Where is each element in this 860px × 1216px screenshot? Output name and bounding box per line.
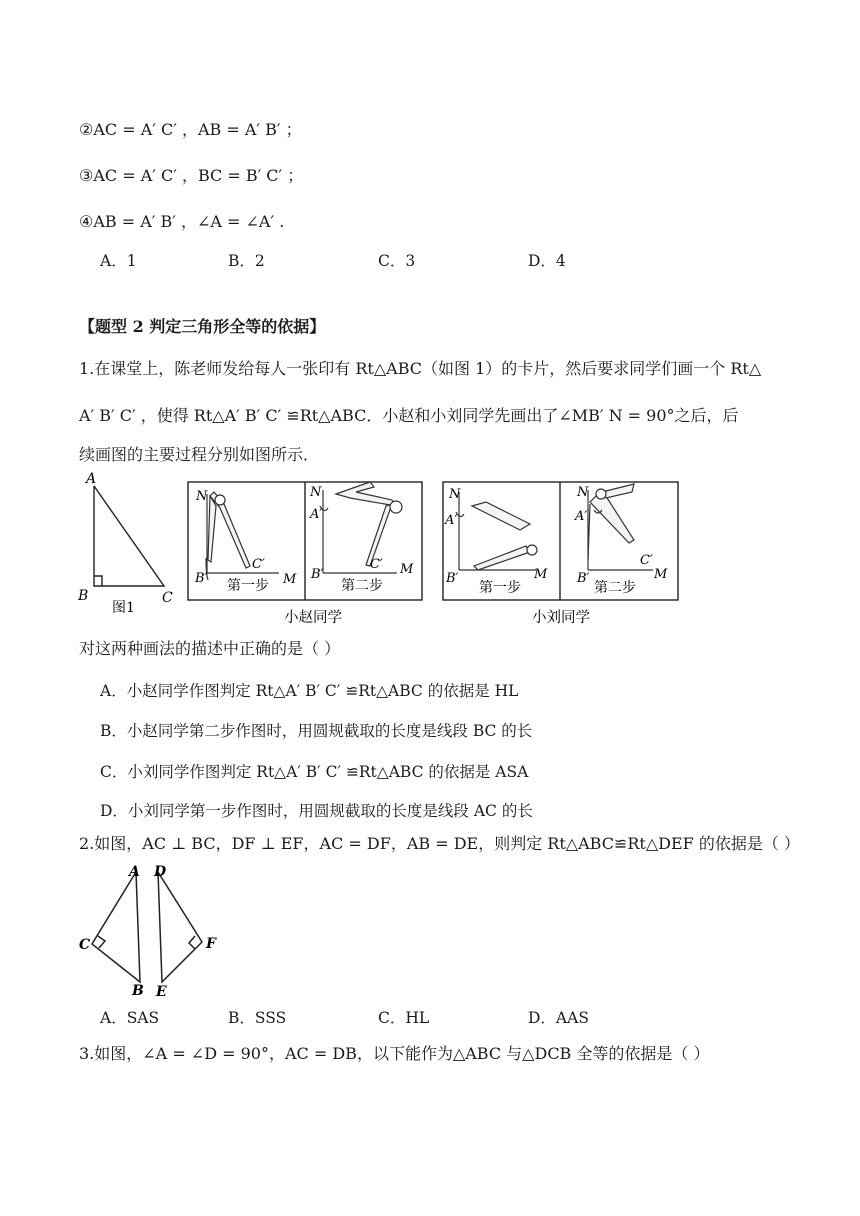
liu2-label-m: M bbox=[654, 567, 668, 582]
liu-step2-caption: 第二步 bbox=[594, 580, 636, 596]
fig1-caption: 图1 bbox=[112, 600, 135, 616]
fig1-label-b: B bbox=[78, 588, 89, 604]
q0-option-a: A．1 bbox=[100, 252, 137, 270]
zhao-step2-caption: 第二步 bbox=[341, 578, 383, 594]
zhao1-label-bp: B′ bbox=[195, 571, 208, 586]
q2-figure bbox=[74, 860, 224, 1000]
q2-label-d: D bbox=[154, 864, 167, 880]
liu-caption: 小刘同学 bbox=[532, 610, 590, 626]
liu1-label-n: N bbox=[449, 487, 461, 502]
q2-option-a: A．SAS bbox=[100, 1009, 160, 1027]
fig1-label-c: C bbox=[162, 590, 173, 606]
liu1-label-bp: B′ bbox=[446, 571, 459, 586]
triangle-def bbox=[158, 872, 202, 982]
triangle-abc bbox=[92, 872, 140, 982]
q2-line-1: 2.如图，AC ⊥ BC，DF ⊥ EF，AC = DF，AB = DE，则判定 Rt△ABC≌Rt△DEF 的依据是（ ） bbox=[79, 834, 800, 853]
liu1-label-m: M bbox=[534, 567, 548, 582]
condition-3: ③AC = A′ C′ ，BC = B′ C′ ； bbox=[79, 166, 304, 185]
liu2-label-bp: B′ bbox=[577, 571, 590, 586]
zhao-step1-caption: 第一步 bbox=[227, 578, 269, 594]
zhao-caption: 小赵同学 bbox=[284, 610, 342, 626]
q1-figure bbox=[74, 470, 694, 630]
liu2-label-n: N bbox=[577, 485, 589, 500]
section-heading: 【题型 2 判定三角形全等的依据】 bbox=[79, 317, 326, 336]
zhao-step1 bbox=[206, 492, 279, 580]
condition-4: ④AB = A′ B′ ，∠A = ∠A′ . bbox=[79, 212, 285, 231]
condition-2: ②AC = A′ C′ ，AB = A′ B′ ； bbox=[79, 120, 302, 139]
q0-option-c: C．3 bbox=[378, 252, 416, 270]
zhao1-label-cp: C′ bbox=[252, 557, 265, 572]
q1-line-1: 1.在课堂上，陈老师发给每人一张印有 Rt△ABC（如图 1）的卡片，然后要求同学们画一个 Rt△ bbox=[79, 359, 762, 378]
liu-step1-caption: 第一步 bbox=[479, 580, 521, 596]
zhao2-label-ap: A′ bbox=[310, 507, 323, 522]
q1-option-d: D．小刘同学第一步作图时，用圆规截取的长度是线段 AC 的长 bbox=[100, 802, 533, 820]
zhao2-label-m: M bbox=[400, 562, 414, 577]
zhao-step2 bbox=[320, 482, 402, 573]
fig1-label-a: A bbox=[86, 471, 97, 487]
q1-option-a: A．小赵同学作图判定 Rt△A′ B′ C′ ≌Rt△ABC 的依据是 HL bbox=[100, 682, 519, 700]
liu2-label-ap: A′ bbox=[575, 509, 588, 524]
q1-prompt: 对这两种画法的描述中正确的是（ ） bbox=[79, 639, 341, 658]
q2-label-e: E bbox=[156, 984, 167, 1000]
zhao2-label-cp: C′ bbox=[370, 557, 383, 572]
q2-label-f: F bbox=[206, 936, 216, 952]
q1-option-c: C．小刘同学作图判定 Rt△A′ B′ C′ ≌Rt△ABC 的依据是 ASA bbox=[100, 763, 529, 781]
q3-line-1: 3.如图，∠A = ∠D = 90°，AC = DB，以下能作为△ABC 与△DCB 全等的依据是（ ） bbox=[79, 1044, 710, 1063]
q2-label-c: C bbox=[79, 937, 91, 953]
zhao1-label-m: M bbox=[283, 572, 297, 587]
q1-option-b: B．小赵同学第二步作图时，用圆规截取的长度是线段 BC 的长 bbox=[100, 722, 533, 740]
zhao2-label-bp: B′ bbox=[311, 567, 324, 582]
q2-option-c: C．HL bbox=[378, 1009, 430, 1027]
liu2-label-cp: C′ bbox=[640, 553, 653, 568]
liu-step1 bbox=[456, 492, 537, 570]
q1-line-2: A′ B′ C′ ，使得 Rt△A′ B′ C′ ≌Rt△ABC．小赵和小刘同学先画出了∠MB′ N = 90°之后，后 bbox=[79, 406, 739, 425]
q0-option-d: D．4 bbox=[528, 252, 566, 270]
fig1-triangle bbox=[94, 486, 164, 586]
q1-line-3: 续画图的主要过程分别如图所示． bbox=[79, 445, 320, 464]
q2-label-b: B bbox=[132, 983, 144, 999]
zhao1-label-n: N bbox=[196, 489, 208, 504]
q2-option-b: B．SSS bbox=[228, 1009, 287, 1027]
q2-option-d: D．AAS bbox=[528, 1009, 589, 1027]
q0-option-b: B．2 bbox=[228, 252, 265, 270]
zhao2-label-n: N bbox=[310, 485, 322, 500]
liu1-label-ap: A′ bbox=[445, 513, 458, 528]
q2-label-a: A bbox=[129, 864, 140, 880]
